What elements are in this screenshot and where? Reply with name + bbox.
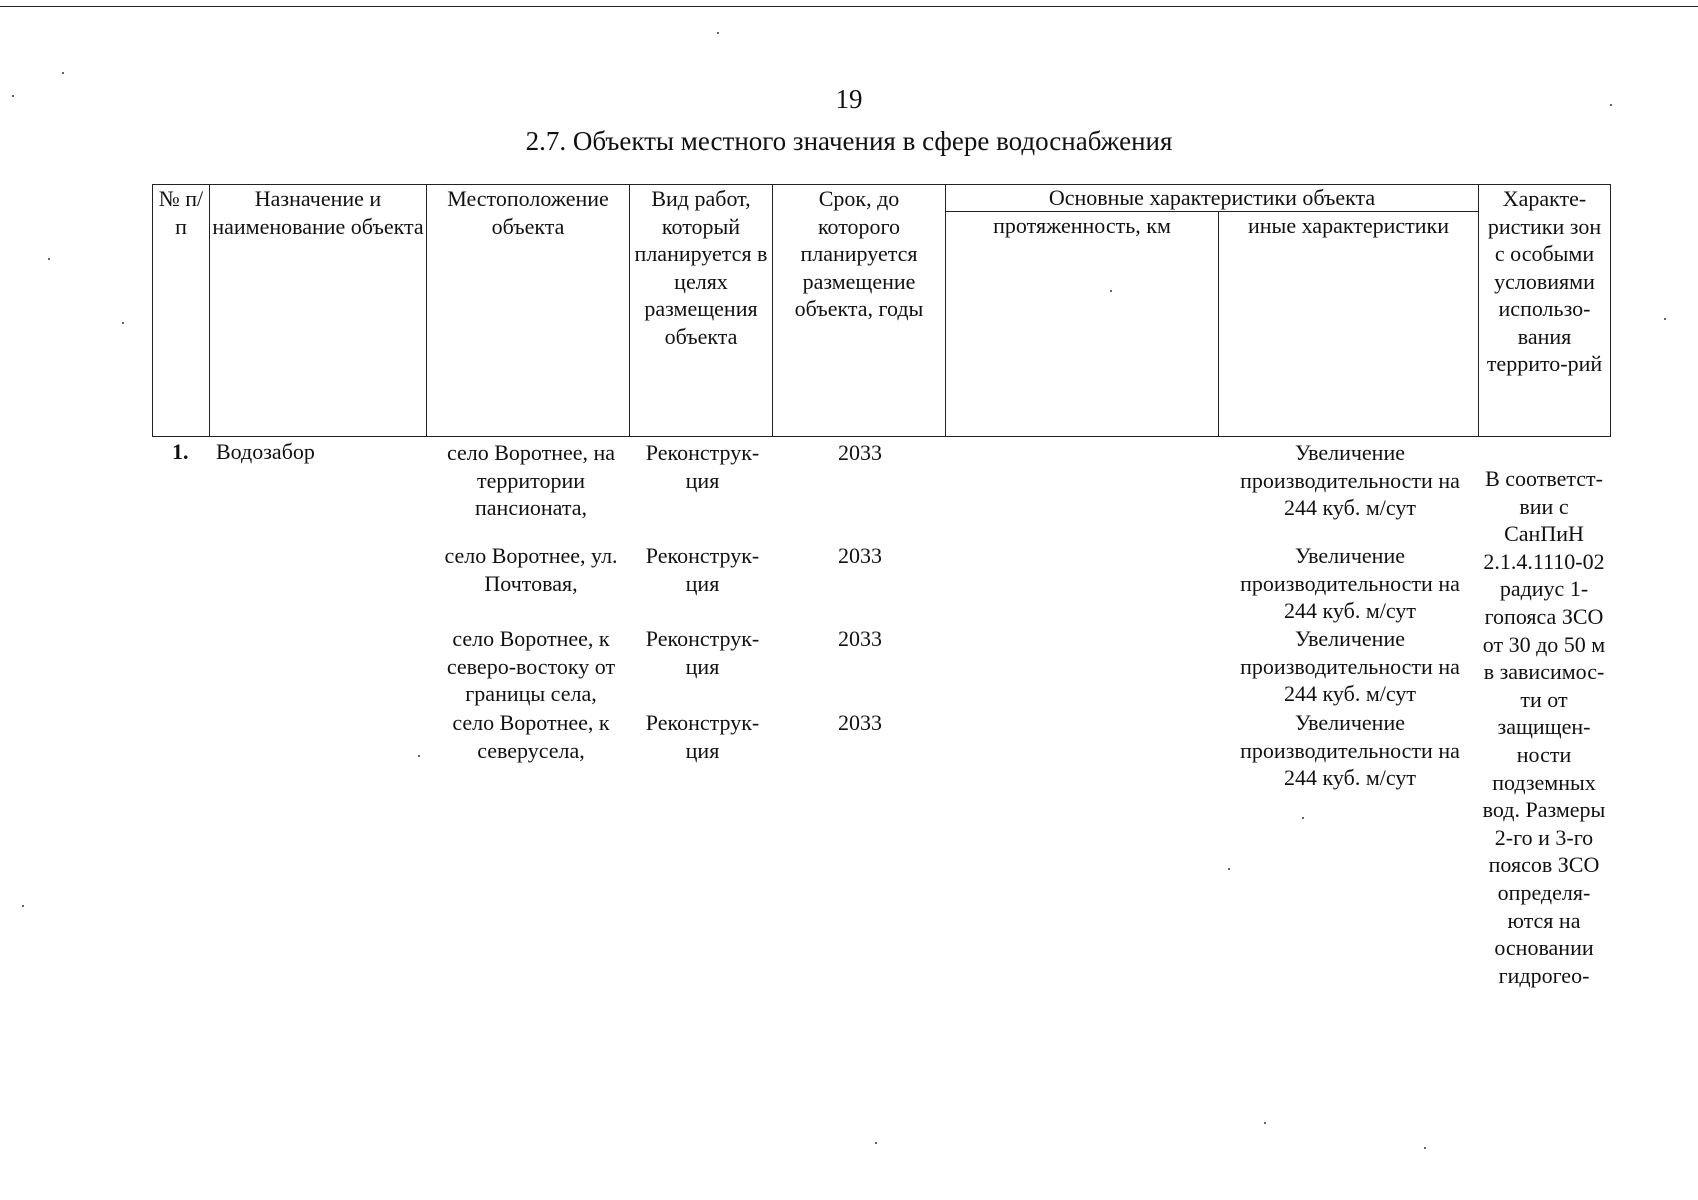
cell-year: 2033 [838, 543, 882, 568]
scan-speck [1610, 104, 1612, 106]
cell-work-type: Реконструк-ция [645, 543, 760, 596]
header-main-characteristics: Основные характеристики объекта [946, 185, 1479, 212]
scan-speck [1110, 290, 1112, 292]
scan-speck [22, 905, 24, 907]
scan-speck [418, 755, 420, 757]
cell-location: село Воротнее, к северо-востоку от границы села, [446, 626, 616, 706]
cell-year: 2033 [838, 440, 882, 465]
page-number: 19 [835, 84, 863, 114]
table-header [152, 184, 1611, 437]
scan-speck [717, 32, 719, 34]
header-other-characteristics: иные характеристики [1219, 212, 1479, 437]
scan-speck [1302, 817, 1304, 819]
scan-speck [875, 1142, 877, 1144]
scan-speck [1664, 318, 1666, 320]
cell-work-type: Реконструк-ция [645, 710, 760, 763]
cell-other: Увеличение производительности на 244 куб. м/сут [1240, 626, 1460, 706]
header-name: Назначение и наименование объекта [210, 185, 427, 437]
scan-speck [1228, 868, 1230, 870]
cell-zone-characteristics: В соответст-вии с СанПиН 2.1.4.1110-02 радиус 1-гопояса ЗСО от 30 до 50 м в зависимос-ти от защищен-ности подземных вод. Размеры 2-го и 3-го поясов ЗСО определя-ются на основании гидрогео- [1482, 466, 1606, 988]
page-title: 2.7. Объекты местного значения в сфере водоснабжения [525, 126, 1173, 156]
cell-year: 2033 [838, 710, 882, 735]
cell-work-type: Реконструк-ция [645, 440, 760, 493]
cell-other: Увеличение производительности на 244 куб. м/сут [1240, 543, 1460, 623]
cell-location: село Воротнее, к северусела, [452, 710, 610, 763]
scan-speck [62, 72, 64, 74]
cell-other: Увеличение производительности на 244 куб. м/сут [1240, 440, 1460, 520]
scan-speck [122, 322, 124, 324]
row-object-name: Водозабор [216, 439, 315, 464]
header-length: протяженность, км [946, 212, 1219, 437]
cell-location: село Воротнее, на территории пансионата, [446, 440, 616, 520]
row-number: 1. [172, 439, 189, 464]
header-deadline: Срок, до которого планируется размещение объекта, годы [773, 185, 946, 437]
scan-speck [12, 95, 14, 97]
scan-speck [1264, 1122, 1266, 1124]
page-top-rule [0, 6, 1698, 7]
header-work-type: Вид работ, который планируется в целях размещения объекта [630, 185, 773, 437]
header-zone-characteristics: Характе-ристики зон с особыми условиями использо-вания террито-рий [1479, 185, 1611, 437]
cell-year: 2033 [838, 626, 882, 651]
scan-speck [1424, 1147, 1426, 1149]
scan-speck [48, 258, 50, 260]
cell-other: Увеличение производительности на 244 куб. м/сут [1240, 710, 1460, 790]
cell-location: село Воротнее, ул. Почтовая, [444, 543, 618, 596]
cell-work-type: Реконструк-ция [645, 626, 760, 679]
header-num: № п/п [153, 185, 210, 437]
header-location: Местоположение объекта [427, 185, 630, 437]
